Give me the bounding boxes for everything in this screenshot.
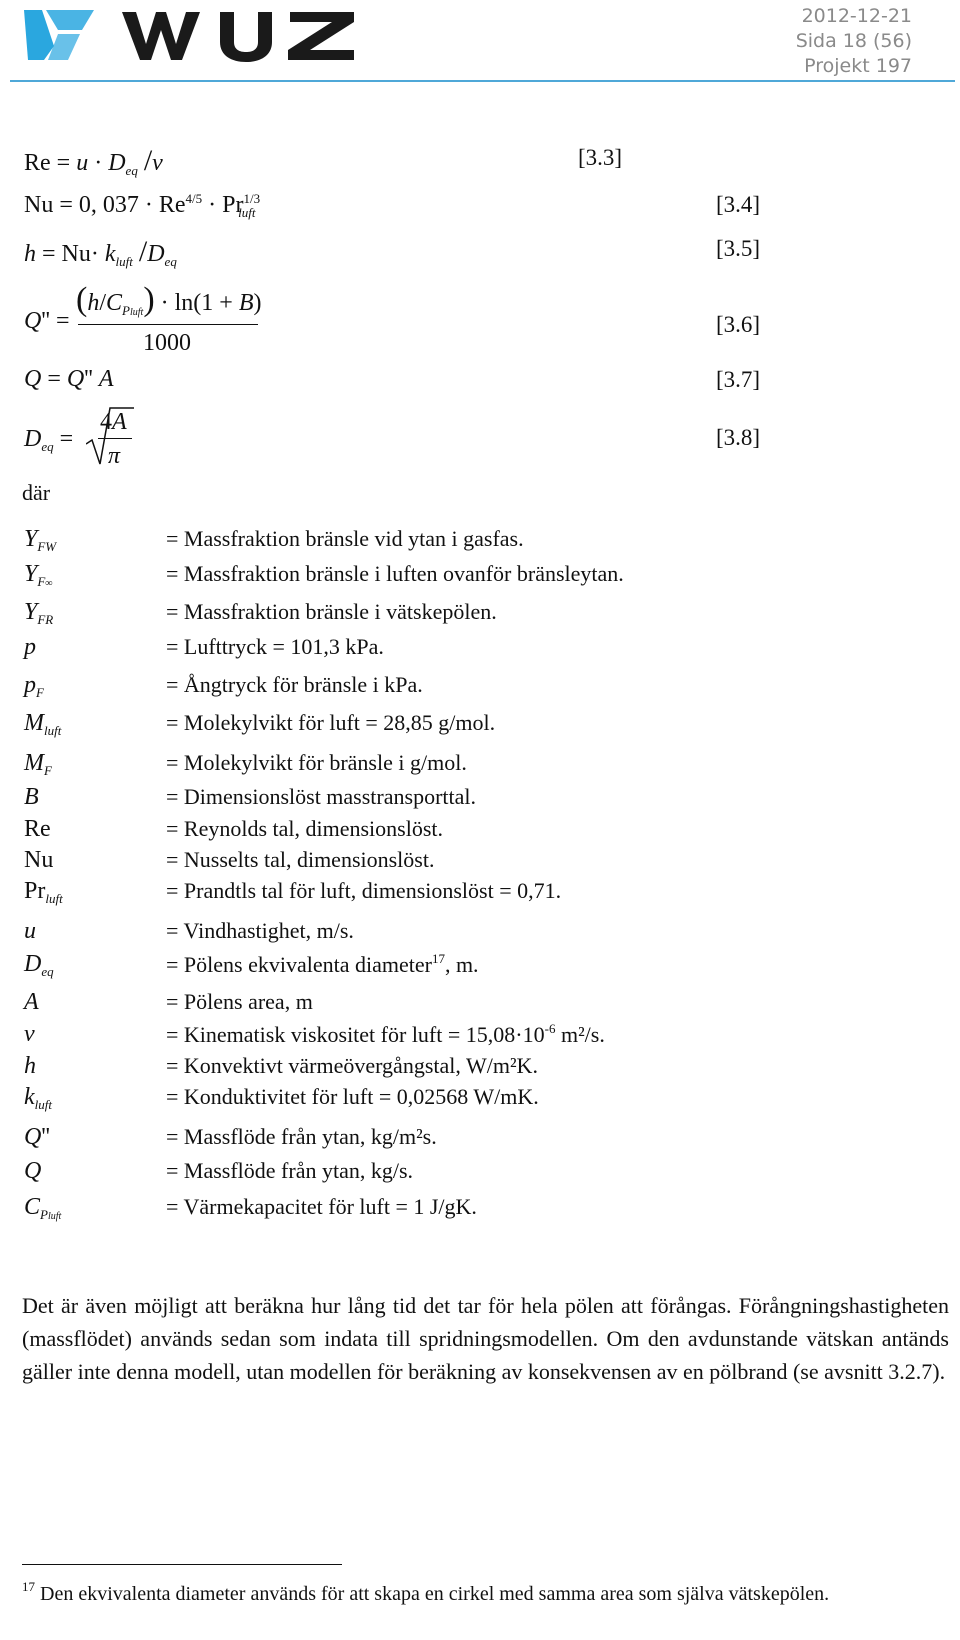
logo-mark-icon: [24, 10, 94, 60]
symbol-a: A: [24, 989, 39, 1015]
definition-deq: [166, 951, 479, 978]
body-paragraph: Det är även möjligt att beräkna hur lång tid det tar för hela pölen att förångas. Förångningshastigheten (massflödet) används sedan som indata till spridningsmodellen. Om den avdunstande vätskan antänds gäller inte denna modell, utan modellen för beräkning av konsekvensen av en pölbrand (se avsnitt 3.2.7).: [22, 1293, 949, 1384]
equation-ref-3-7: [3.7]: [716, 367, 761, 392]
document-meta: [796, 4, 912, 79]
equation-3-3: $Re = u \cdot D_{eq}$ /v: [24, 144, 163, 178]
definition-v-tail: m²/s.: [555, 1022, 605, 1047]
definition-q-flux: = Massflöde från ytan, kg/m²s.: [166, 1124, 437, 1149]
definition-yfw: = Massfraktion bränsle vid ytan i gasfas.: [166, 526, 524, 551]
footnote-ref-17[interactable]: 17: [431, 951, 445, 966]
definition-kluft: = Konduktivitet för luft = 0,02568 W/mK.: [166, 1084, 539, 1109]
document-date: 2012-12-21: [801, 5, 912, 27]
logo-text-wuz: [122, 12, 354, 62]
symbol-pf: $p_F$: [24, 672, 44, 700]
equation-3-4: Nu = 0, $037 \cdot Re^{4/5} \cdot Pr^{1/3}_{luft}$: [24, 191, 261, 220]
fraction-line: [78, 324, 258, 325]
definition-v: [166, 1021, 605, 1048]
fraction-line: [98, 438, 132, 439]
eq34-exp-re: 4/5: [185, 191, 203, 206]
symbol-re: Re: [24, 816, 51, 842]
eq34-constant: 0, 037: [78, 192, 139, 218]
definition-cpluft: = Värmekapacitet för luft = 1 J/gK.: [166, 1194, 477, 1219]
symbol-u: u: [24, 918, 36, 944]
symbol-yfr: $Y_{FR}$: [24, 599, 54, 627]
definition-yfr: = Massfraktion bränsle i vätskepölen.: [166, 599, 497, 624]
definition-h: = Konvektivt värmeövergångstal, W/m²K.: [166, 1053, 538, 1078]
equation-ref-3-8: [3.8]: [716, 425, 761, 450]
equation-3-6-lhs: Q'' =: [24, 308, 70, 334]
definition-p: = Lufttryck = 101,3 kPa.: [166, 634, 384, 659]
symbol-yfw: $Y_{FW}$: [24, 526, 57, 554]
definition-v-text: = Kinematisk viskositet för luft = 15,08·10: [166, 1022, 545, 1047]
symbol-mluft: $M_{luft}$: [24, 710, 62, 738]
definition-mluft: = Molekylvikt för luft = 28,85 g/mol.: [166, 710, 496, 735]
symbol-p: p: [24, 634, 36, 660]
definition-re: = Reynolds tal, dimensionslöst.: [166, 816, 444, 841]
definition-nu: = Nusselts tal, dimensionslöst.: [166, 847, 435, 872]
symbol-v: v: [24, 1021, 35, 1047]
symbol-cpluft: $C_{Pluft}$: [24, 1194, 62, 1222]
definition-v-exponent: -6: [544, 1021, 556, 1036]
equation-3-8-numerator: 4A: [100, 409, 127, 435]
definition-yfinf: = Massfraktion bränsle i luften ovanför bränsleytan.: [166, 561, 624, 586]
equation-3-8-denominator: π: [108, 443, 121, 469]
project-name: Projekt 197: [804, 55, 912, 77]
header-rule: [10, 80, 955, 82]
definition-b: = Dimensionslöst masstransporttal.: [166, 784, 476, 809]
equation-ref-3-6: [3.6]: [716, 312, 761, 337]
eq34-exp-pr: 1/3: [243, 191, 261, 206]
dar-label: där: [22, 480, 51, 505]
definition-q: = Massflöde från ytan, kg/s.: [166, 1158, 414, 1183]
page-number: Sida 18 (56): [795, 30, 912, 52]
equation-ref-3-4: [3.4]: [716, 192, 761, 217]
wuz-logo: [24, 6, 364, 64]
footnote: [22, 1572, 902, 1609]
symbol-h: h: [24, 1053, 36, 1079]
definition-pf: = Ångtryck för bränsle i kPa.: [166, 672, 423, 697]
equation-ref-3-3: [3.3]: [578, 145, 623, 170]
equation-3-7: Q = Q'' A: [24, 366, 114, 392]
definition-a: = Pölens area, m: [166, 989, 313, 1014]
footnote-text: Den ekvivalenta diameter används för att skapa en cirkel med samma area som själva vätskepölen.: [35, 1583, 830, 1605]
symbol-b: B: [24, 784, 39, 810]
definition-deq-text: = Pölens ekvivalenta diameter: [166, 952, 432, 977]
symbol-kluft: $k_{luft}$: [24, 1084, 52, 1112]
equation-3-6-denominator: 1000: [143, 330, 191, 356]
footnote-rule: [22, 1564, 342, 1565]
symbol-q-flux: Q'': [24, 1124, 50, 1150]
definition-prluft: = Prandtls tal för luft, dimensionslöst = 0,71.: [166, 878, 562, 903]
definition-deq-tail: , m.: [444, 952, 479, 977]
definition-mf: = Molekylvikt för bränsle i g/mol.: [166, 750, 467, 775]
equation-ref-3-5: [3.5]: [716, 236, 761, 261]
equation-3-5: $h = Nu\cdot k_{luft}$ $/D_{eq}$: [24, 235, 177, 269]
symbol-mf: $M_F$: [24, 750, 52, 778]
equation-3-8-lhs: $D_{eq}$ =: [24, 426, 74, 454]
symbol-q: Q: [24, 1158, 42, 1184]
footnote-mark: 17: [22, 1579, 35, 1594]
symbol-deq: $D_{eq}$: [24, 951, 54, 979]
symbol-nu: Nu: [24, 847, 54, 873]
definition-u: = Vindhastighet, m/s.: [166, 918, 354, 943]
symbol-prluft: $Pr_{luft}$: [24, 878, 63, 906]
symbol-yfinf: $Y_{F\infty}$: [24, 561, 53, 589]
equation-3-6-numerator: $(h/C_{Pluft}) \cdot \ln(1 + B)$: [76, 281, 262, 318]
